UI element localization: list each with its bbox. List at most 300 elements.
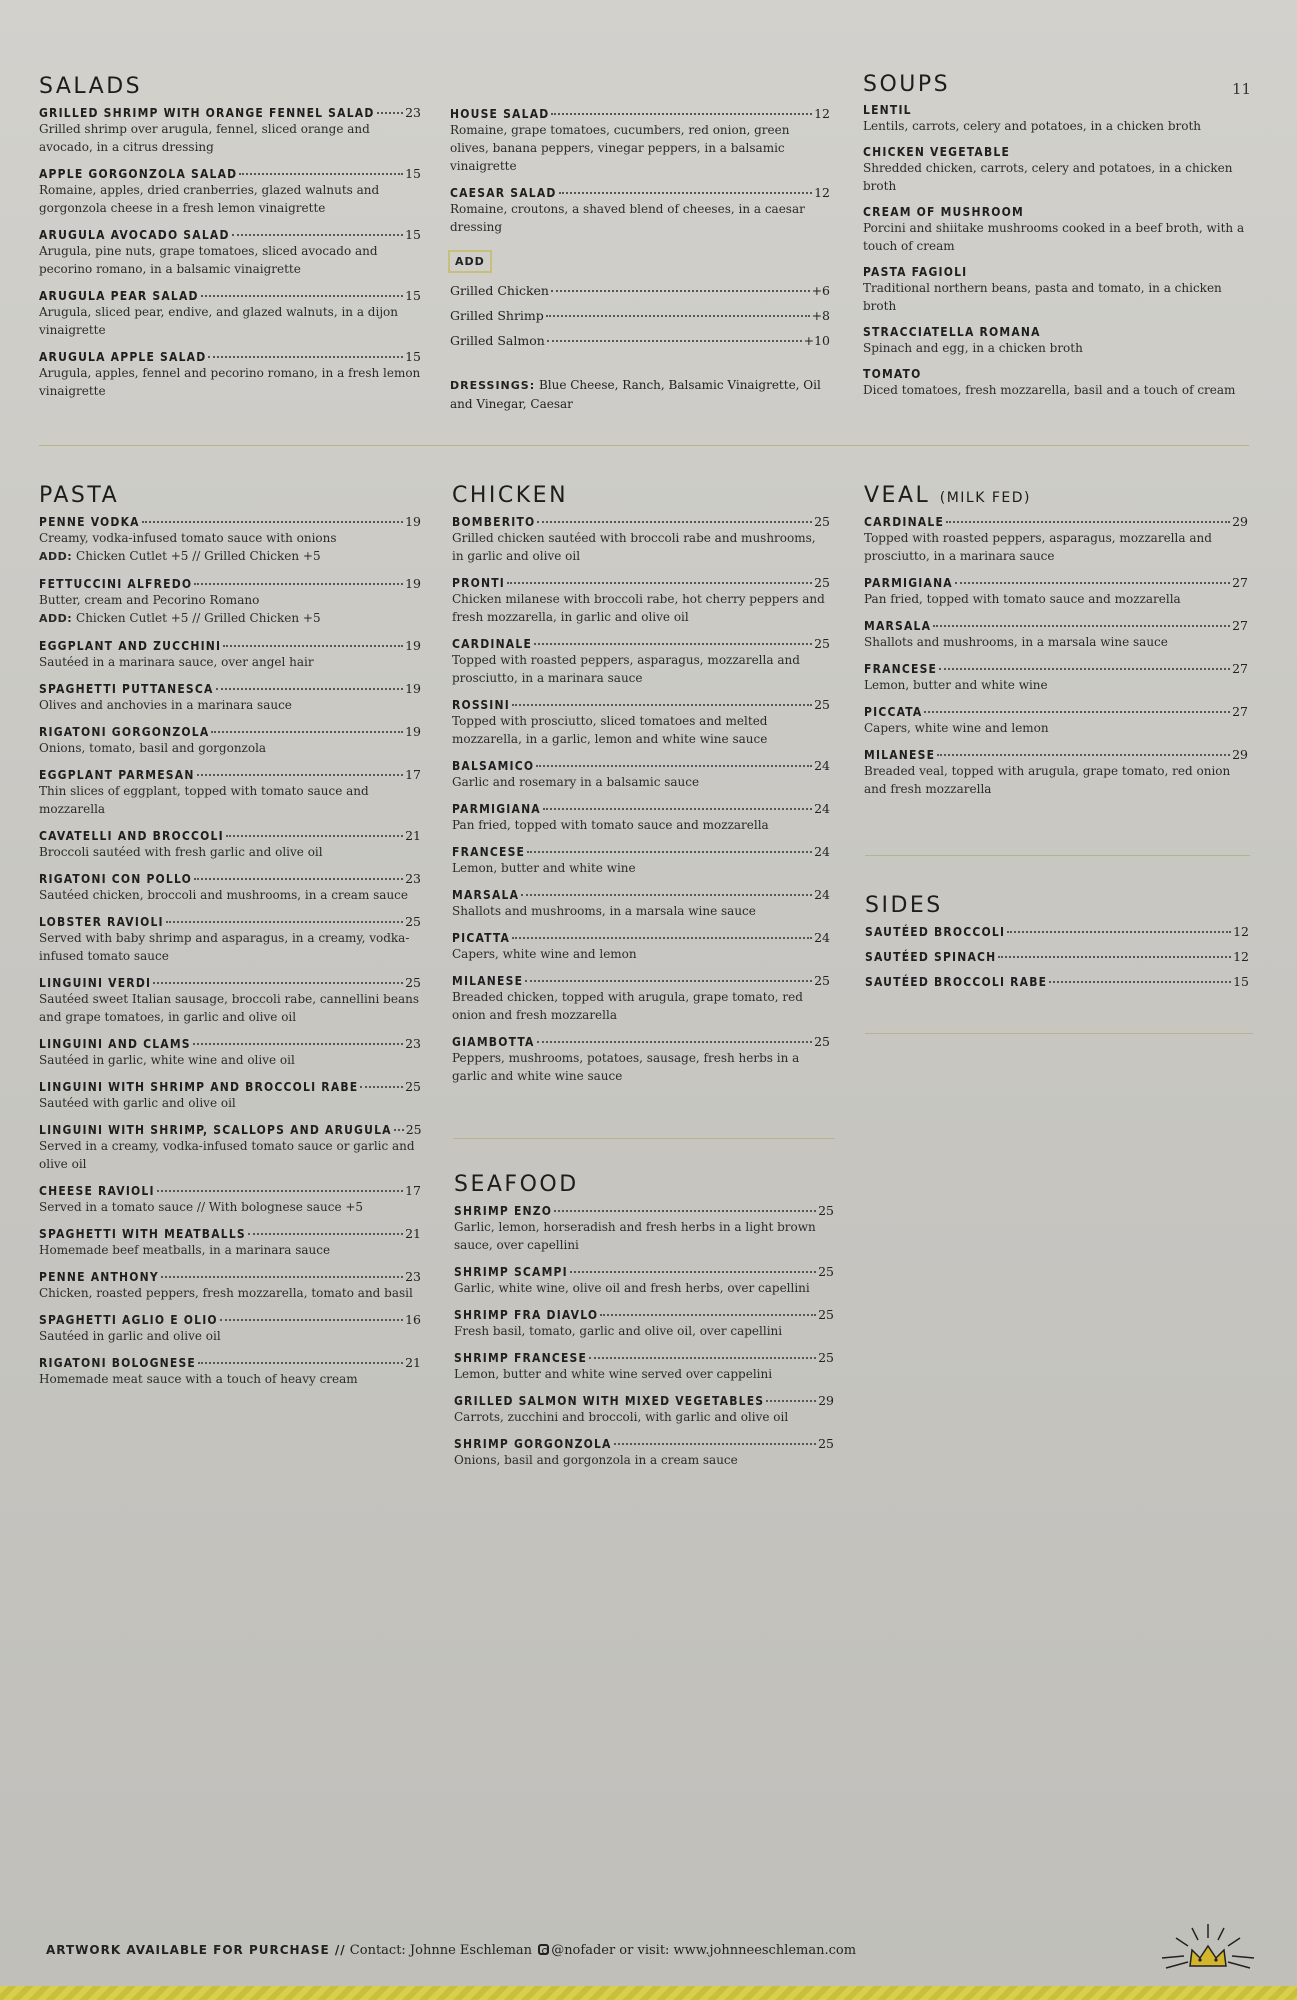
menu-item-row <box>454 1203 834 1218</box>
footer-contact: Contact: Johnne Eschleman <box>349 1943 533 1958</box>
menu-item <box>39 1269 421 1302</box>
menu-item-price: 12 <box>814 106 830 121</box>
menu-item-row <box>39 349 421 364</box>
menu-item <box>39 1312 421 1345</box>
menu-item-description: Fresh basil, tomato, garlic and olive oil, over capellini <box>454 1324 783 1338</box>
menu-item <box>39 227 421 278</box>
menu-item-description: Breaded veal, topped with arugula, grape tomato, red onion and fresh mozzarella <box>864 764 1231 796</box>
menu-item-name: ARUGULA AVOCADO SALAD <box>39 228 230 242</box>
menu-item-price: 12 <box>1233 924 1249 939</box>
menu-item-row <box>39 514 421 529</box>
menu-item-row <box>39 638 421 653</box>
leader-dots <box>1049 981 1231 983</box>
menu-item-name: ROSSINI <box>452 698 510 712</box>
menu-item-price: 25 <box>405 914 421 929</box>
menu-item-row <box>863 145 1253 159</box>
menu-item-price: 15 <box>405 349 421 364</box>
menu-item-row <box>39 105 421 120</box>
bottom-stripe <box>0 1986 1297 2000</box>
divider <box>865 1033 1253 1034</box>
menu-item-name: PARMIGIANA <box>864 576 953 590</box>
menu-item <box>39 514 421 566</box>
menu-item-description: Olives and anchovies in a marinara sauce <box>39 698 292 712</box>
menu-item-name: SHRIMP FRANCESE <box>454 1351 588 1365</box>
addon-label: ADD: <box>39 550 73 563</box>
menu-item-name: GRILLED SALMON WITH MIXED VEGETABLES <box>454 1394 765 1408</box>
menu-item-price: 29 <box>1232 747 1248 762</box>
menu-item-price: 25 <box>818 1307 834 1322</box>
menu-item-price: 29 <box>1232 514 1248 529</box>
menu-item-description: Breaded chicken, topped with arugula, grape tomato, red onion and fresh mozzarella <box>452 990 803 1022</box>
addon-text: Chicken Cutlet +5 // Grilled Chicken +5 <box>76 611 321 625</box>
menu-item-name: SAUTÉED BROCCOLI RABE <box>865 975 1048 989</box>
menu-item-price: 19 <box>405 514 421 529</box>
menu-item-price: 25 <box>814 575 830 590</box>
menu-item-price: 25 <box>818 1436 834 1451</box>
chicken-column <box>452 483 830 1095</box>
menu-item <box>450 106 830 175</box>
leader-dots <box>600 1314 816 1316</box>
menu-item <box>452 930 830 963</box>
menu-item <box>39 1036 421 1069</box>
leader-dots <box>197 774 404 776</box>
menu-item-row <box>39 914 421 929</box>
menu-item-description: Onions, basil and gorgonzola in a cream sauce <box>454 1453 738 1467</box>
menu-item <box>39 724 421 757</box>
menu-item <box>452 575 830 626</box>
menu-item-price: 12 <box>814 185 830 200</box>
menu-item-row <box>39 166 421 181</box>
menu-item-description: Served in a creamy, vodka-infused tomato sauce or garlic and olive oil <box>39 1139 415 1171</box>
leader-dots <box>194 878 403 880</box>
menu-item-name: CAESAR SALAD <box>450 186 557 200</box>
menu-item <box>39 681 421 714</box>
add-on-name: Grilled Salmon <box>450 333 545 348</box>
menu-item <box>450 185 830 236</box>
menu-item-description: Traditional northern beans, pasta and tomato, in a chicken broth <box>863 281 1222 313</box>
leader-dots <box>193 1043 403 1045</box>
menu-item-price: 21 <box>405 1226 421 1241</box>
menu-item-name: SAUTÉED BROCCOLI <box>865 925 1006 939</box>
menu-item-row <box>39 288 421 303</box>
leader-dots <box>208 356 403 358</box>
menu-item <box>454 1307 834 1340</box>
menu-item-price: 15 <box>405 288 421 303</box>
menu-item-price: 25 <box>818 1203 834 1218</box>
menu-item-row <box>39 227 421 242</box>
menu-item <box>454 1350 834 1383</box>
menu-item-row <box>863 367 1253 381</box>
menu-item-price: 25 <box>814 1034 830 1049</box>
menu-item <box>454 1203 834 1254</box>
menu-item-row <box>864 747 1248 762</box>
addon-text: Chicken Cutlet +5 // Grilled Chicken +5 <box>76 549 321 563</box>
menu-item-description: Garlic, lemon, horseradish and fresh herbs in a light brown sauce, over capellini <box>454 1220 816 1252</box>
menu-item-name: PARMIGIANA <box>452 802 541 816</box>
menu-item-name: APPLE GORGONZOLA SALAD <box>39 167 238 181</box>
menu-item-description: Homemade meat sauce with a touch of heavy cream <box>39 1372 358 1386</box>
divider <box>39 445 1249 446</box>
menu-item <box>39 914 421 965</box>
menu-item-row <box>39 828 421 843</box>
menu-item-row <box>39 681 421 696</box>
menu-item <box>864 575 1248 608</box>
menu-item <box>39 975 421 1026</box>
menu-item-row <box>864 514 1248 529</box>
menu-item <box>864 514 1248 565</box>
menu-item-description: Shallots and mushrooms, in a marsala wine sauce <box>864 635 1168 649</box>
menu-item <box>454 1393 834 1426</box>
menu-item-price: 27 <box>1232 661 1248 676</box>
leader-dots <box>933 625 1230 627</box>
menu-item-price: 27 <box>1232 575 1248 590</box>
menu-item <box>864 704 1248 737</box>
menu-item-row <box>39 975 421 990</box>
menu-item-description: Shallots and mushrooms, in a marsala wine sauce <box>452 904 756 918</box>
menu-item-price: 25 <box>818 1350 834 1365</box>
leader-dots <box>559 192 813 194</box>
menu-item <box>454 1436 834 1469</box>
menu-item-row <box>39 1312 421 1327</box>
soups-column <box>863 72 1253 409</box>
menu-item-row <box>452 575 830 590</box>
menu-item-row <box>452 697 830 712</box>
menu-item-name: EGGPLANT PARMESAN <box>39 768 195 782</box>
menu-item-price: 27 <box>1232 618 1248 633</box>
add-label: ADD <box>448 250 492 273</box>
menu-item-description: Butter, cream and Pecorino Romano <box>39 593 260 607</box>
menu-item <box>454 1264 834 1297</box>
leader-dots <box>239 173 403 175</box>
menu-item-name: SHRIMP GORGONZOLA <box>454 1437 612 1451</box>
menu-item-description: Served with baby shrimp and asparagus, in a creamy, vodka-infused tomato sauce <box>39 931 410 963</box>
add-on-price: +8 <box>811 308 830 323</box>
menu-item-row <box>39 1122 421 1137</box>
menu-item-name: PICCATA <box>864 705 923 719</box>
menu-item-row <box>452 801 830 816</box>
menu-item-description: Chicken, roasted peppers, fresh mozzarella, tomato and basil <box>39 1286 413 1300</box>
menu-item-price: 24 <box>814 844 830 859</box>
menu-item-price: 15 <box>1233 974 1249 989</box>
menu-item-description: Sautéed in garlic, white wine and olive oil <box>39 1053 295 1067</box>
menu-item-name: RIGATONI BOLOGNESE <box>39 1356 197 1370</box>
menu-item-description: Romaine, grape tomatoes, cucumbers, red onion, green olives, banana peppers, vinegar peppers, in a balsamic vinaigrette <box>450 123 790 173</box>
menu-item-description: Onions, tomato, basil and gorgonzola <box>39 741 267 755</box>
menu-item-row <box>863 205 1253 219</box>
leader-dots <box>570 1271 816 1273</box>
menu-item-price: 21 <box>405 1355 421 1370</box>
menu-item <box>39 871 421 904</box>
leader-dots <box>589 1357 816 1359</box>
sides-title: SIDES <box>865 893 943 918</box>
menu-item <box>864 618 1248 651</box>
menu-item <box>452 514 830 565</box>
leader-dots <box>546 315 810 317</box>
menu-item-row <box>452 844 830 859</box>
menu-item-description: Topped with prosciutto, sliced tomatoes and melted mozzarella, in a garlic, lemon and white wine sauce <box>452 714 768 746</box>
menu-item-price: 24 <box>814 758 830 773</box>
menu-item <box>39 576 421 628</box>
menu-item-price: 19 <box>405 724 421 739</box>
menu-item-row <box>454 1307 834 1322</box>
footer <box>46 1943 856 1958</box>
menu-item-price: 25 <box>814 514 830 529</box>
menu-item-price: 15 <box>405 227 421 242</box>
menu-item <box>39 1079 421 1112</box>
menu-item-row <box>863 265 1253 279</box>
divider <box>865 855 1250 856</box>
dressings-text: Blue Cheese, Ranch, Balsamic Vinaigrette, Oil and Vinegar, Caesar <box>450 378 821 411</box>
menu-item-name: MARSALA <box>864 619 932 633</box>
menu-item-row <box>452 758 830 773</box>
leader-dots <box>201 295 403 297</box>
menu-item-price: 17 <box>405 767 421 782</box>
menu-item-description: Sautéed with garlic and olive oil <box>39 1096 236 1110</box>
leader-dots <box>937 754 1230 756</box>
menu-item-description: Romaine, croutons, a shaved blend of cheeses, in a caesar dressing <box>450 202 805 234</box>
menu-item-description: Diced tomatoes, fresh mozzarella, basil and a touch of cream <box>863 383 1236 397</box>
leader-dots <box>360 1086 403 1088</box>
menu-item-row <box>452 887 830 902</box>
menu-item-row <box>863 103 1253 117</box>
add-on-item <box>450 283 830 298</box>
menu-item-description: Garlic, white wine, olive oil and fresh herbs, over capellini <box>454 1281 810 1295</box>
menu-item <box>865 974 1249 989</box>
menu-item-row <box>452 636 830 651</box>
seafood-column <box>454 1172 834 1479</box>
menu-item-name: STRACCIATELLA ROMANA <box>863 325 1041 339</box>
menu-item-description: Lemon, butter and white wine served over cappelini <box>454 1367 773 1381</box>
menu-item-description: Grilled chicken sautéed with broccoli rabe and mushrooms, in garlic and olive oil <box>452 531 816 563</box>
menu-item-name: FRANCESE <box>864 662 938 676</box>
menu-item-price: 23 <box>405 871 421 886</box>
menu-item-name: LINGUINI VERDI <box>39 976 152 990</box>
menu-item-name: SHRIMP FRA DIAVLO <box>454 1308 599 1322</box>
footer-handle: @nofader or visit: www.johnneeschleman.com <box>551 1943 857 1958</box>
menu-item <box>39 105 421 156</box>
leader-dots <box>161 1276 403 1278</box>
leader-dots <box>521 894 812 896</box>
menu-item-price: 15 <box>405 166 421 181</box>
menu-item <box>39 638 421 671</box>
leader-dots <box>394 1129 404 1131</box>
menu-item-price: 17 <box>405 1183 421 1198</box>
menu-item-row <box>39 1183 421 1198</box>
leader-dots <box>153 982 403 984</box>
menu-item <box>452 697 830 748</box>
add-on-name: Grilled Chicken <box>450 283 549 298</box>
menu-item <box>452 758 830 791</box>
menu-item-description: Chicken milanese with broccoli rabe, hot cherry peppers and fresh mozzarella, in garlic and olive oil <box>452 592 825 624</box>
menu-item-name: SPAGHETTI AGLIO E OLIO <box>39 1313 218 1327</box>
menu-item-name: BALSAMICO <box>452 759 535 773</box>
menu-item-description: Arugula, pine nuts, grape tomatoes, sliced avocado and pecorino romano, in a balsamic vinaigrette <box>39 244 378 276</box>
menu-item <box>452 973 830 1024</box>
menu-item-row <box>39 724 421 739</box>
menu-item-price: 16 <box>405 1312 421 1327</box>
menu-item <box>39 1226 421 1259</box>
menu-item-description: Topped with roasted peppers, asparagus, mozzarella and prosciutto, in a marinara sauce <box>452 653 800 685</box>
menu-item-description: Capers, white wine and lemon <box>452 947 637 961</box>
leader-dots <box>507 582 812 584</box>
menu-item-row <box>39 1355 421 1370</box>
menu-item <box>39 767 421 818</box>
instagram-icon <box>538 1944 549 1955</box>
menu-item-row <box>454 1264 834 1279</box>
menu-item-name: CAVATELLI AND BROCCOLI <box>39 829 224 843</box>
leader-dots <box>998 956 1231 958</box>
menu-item-name: PASTA FAGIOLI <box>863 265 968 279</box>
leader-dots <box>198 1362 403 1364</box>
leader-dots <box>547 340 802 342</box>
menu-item-price: 19 <box>405 681 421 696</box>
menu-item-row <box>39 1079 421 1094</box>
leader-dots <box>614 1443 816 1445</box>
menu-item <box>863 367 1253 399</box>
menu-item-description: Arugula, apples, fennel and pecorino romano, in a fresh lemon vinaigrette <box>39 366 421 398</box>
leader-dots <box>554 1210 816 1212</box>
menu-item-name: CREAM OF MUSHROOM <box>863 205 1024 219</box>
menu-item <box>452 636 830 687</box>
menu-item-row <box>864 618 1248 633</box>
menu-item-name: CHICKEN VEGETABLE <box>863 145 1011 159</box>
menu-item-description: Grilled shrimp over arugula, fennel, sliced orange and avocado, in a citrus dressing <box>39 122 370 154</box>
menu-item-price: 27 <box>1232 704 1248 719</box>
menu-item-row <box>39 576 421 591</box>
veal-title <box>864 483 1248 508</box>
menu-item-row <box>450 185 830 200</box>
menu-item-price: 24 <box>814 887 830 902</box>
leader-dots <box>527 851 812 853</box>
menu-item-name: RIGATONI CON POLLO <box>39 872 193 886</box>
menu-item-name: PENNE ANTHONY <box>39 1270 159 1284</box>
leader-dots <box>220 1319 403 1321</box>
menu-item-description: Pan fried, topped with tomato sauce and mozzarella <box>452 818 769 832</box>
menu-item-row <box>454 1393 834 1408</box>
menu-item-price: 25 <box>405 975 421 990</box>
menu-item-row <box>452 930 830 945</box>
menu-item-name: SPAGHETTI PUTTANESCA <box>39 682 214 696</box>
menu-item <box>865 924 1249 939</box>
menu-item-addons <box>39 547 421 566</box>
leader-dots <box>924 711 1230 713</box>
menu-item-row <box>864 661 1248 676</box>
menu-item-row <box>864 704 1248 719</box>
menu-item-description: Topped with roasted peppers, asparagus, mozzarella and prosciutto, in a marinara sauce <box>864 531 1212 563</box>
menu-item <box>863 265 1253 315</box>
menu-item-name: LINGUINI WITH SHRIMP, SCALLOPS AND ARUGULA <box>39 1123 392 1137</box>
menu-item <box>864 661 1248 694</box>
menu-item-description: Sautéed in a marinara sauce, over angel hair <box>39 655 314 669</box>
menu-item <box>863 103 1253 135</box>
dressings-label: DRESSINGS: <box>450 379 536 392</box>
menu-item-price: 24 <box>814 930 830 945</box>
menu-item-row <box>454 1350 834 1365</box>
menu-item-description: Garlic and rosemary in a balsamic sauce <box>452 775 700 789</box>
menu-item-name: PRONTI <box>452 576 506 590</box>
menu-item-row <box>452 973 830 988</box>
leader-dots <box>194 583 403 585</box>
menu-item-row <box>39 1036 421 1051</box>
menu-item-name: LINGUINI AND CLAMS <box>39 1037 191 1051</box>
soups-title: SOUPS <box>863 72 951 97</box>
menu-item <box>864 747 1248 798</box>
menu-item-price: 23 <box>405 1269 421 1284</box>
menu-item-price: 25 <box>814 973 830 988</box>
leader-dots <box>512 704 812 706</box>
veal-subtitle: (MILK FED) <box>939 490 1032 506</box>
menu-item-name: SHRIMP SCAMPI <box>454 1265 568 1279</box>
menu-item-price: 24 <box>814 801 830 816</box>
leader-dots <box>512 937 812 939</box>
seafood-title: SEAFOOD <box>454 1172 579 1197</box>
menu-item-name: EGGPLANT AND ZUCCHINI <box>39 639 222 653</box>
menu-item-row <box>39 767 421 782</box>
leader-dots <box>1007 931 1231 933</box>
menu-item-name: ARUGULA APPLE SALAD <box>39 350 207 364</box>
menu-item-name: MARSALA <box>452 888 520 902</box>
menu-item <box>452 1034 830 1085</box>
menu-item-price: 25 <box>818 1264 834 1279</box>
leader-dots <box>166 921 403 923</box>
menu-item-description: Sautéed in garlic and olive oil <box>39 1329 221 1343</box>
menu-item-name: RIGATONI GORGONZOLA <box>39 725 210 739</box>
menu-item-name: FETTUCCINI ALFREDO <box>39 577 193 591</box>
menu-item-description: Capers, white wine and lemon <box>864 721 1049 735</box>
chicken-title: CHICKEN <box>452 483 569 508</box>
menu-item-name: FRANCESE <box>452 845 526 859</box>
menu-item-row <box>452 514 830 529</box>
menu-item <box>863 325 1253 357</box>
menu-item-row <box>454 1436 834 1451</box>
add-on-name: Grilled Shrimp <box>450 308 544 323</box>
menu-item-description: Peppers, mushrooms, potatoes, sausage, fresh herbs in a garlic and white wine sauce <box>452 1051 800 1083</box>
menu-item-description: Served in a tomato sauce // With bolognese sauce +5 <box>39 1200 364 1214</box>
menu-item <box>39 1122 421 1173</box>
menu-item-row <box>865 924 1249 939</box>
leader-dots <box>536 765 812 767</box>
menu-item <box>452 801 830 834</box>
menu-item-row <box>863 325 1253 339</box>
menu-item-name: SHRIMP ENZO <box>454 1204 553 1218</box>
leader-dots <box>537 521 812 523</box>
salads-left-column <box>39 74 421 410</box>
leader-dots <box>939 668 1230 670</box>
menu-item-row <box>864 575 1248 590</box>
menu-item-name: LINGUINI WITH SHRIMP AND BROCCOLI RABE <box>39 1080 359 1094</box>
menu-item-name: LENTIL <box>863 103 912 117</box>
sides-column <box>865 893 1249 999</box>
leader-dots <box>551 290 810 292</box>
menu-item-description: Pan fried, topped with tomato sauce and mozzarella <box>864 592 1181 606</box>
menu-item-price: 19 <box>405 576 421 591</box>
menu-item <box>452 887 830 920</box>
veal-column <box>864 483 1248 808</box>
leader-dots <box>946 521 1230 523</box>
menu-item-name: GIAMBOTTA <box>452 1035 535 1049</box>
menu-item-description: Shredded chicken, carrots, celery and potatoes, in a chicken broth <box>863 161 1233 193</box>
menu-item-description: Lentils, carrots, celery and potatoes, in a chicken broth <box>863 119 1202 133</box>
menu-item-description: Spinach and egg, in a chicken broth <box>863 341 1083 355</box>
page-number: 11 <box>1232 80 1252 98</box>
menu-item-name: PICATTA <box>452 931 511 945</box>
menu-item-price: 12 <box>1233 949 1249 964</box>
menu-item <box>863 205 1253 255</box>
menu-item-row <box>865 974 1249 989</box>
menu-item <box>865 949 1249 964</box>
menu-item-description: Sautéed chicken, broccoli and mushrooms, in a cream sauce <box>39 888 409 902</box>
salads-mid-column <box>450 106 830 413</box>
